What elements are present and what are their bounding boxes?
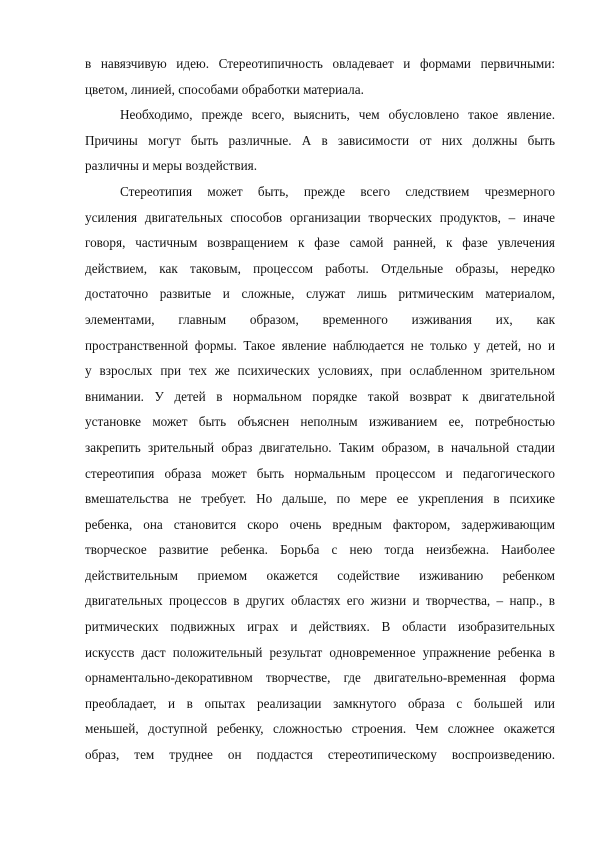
text-line: Стереотипия может быть, прежде всего следствием чрезмерного: [120, 183, 555, 199]
text-line: в навязчивую идею. Стереотипичность овладевает и формами первичными:: [85, 56, 555, 71]
text-line: закрепить зрительный образ двигательно. Таким образом, в начальной стадии: [85, 439, 555, 455]
text-line: внимании. У детей в нормальном порядке такой возврат к двигательной: [85, 388, 555, 404]
text-line: двигательных процессов в других областях его жизни и творчества, – напр., в: [85, 593, 555, 609]
text-line: говоря, частичным возвращением к фазе самой ранней, к фазе увлечения: [85, 235, 555, 251]
text-line: искусств даст положительный результат одновременное упражнение ребенка в: [85, 644, 555, 660]
text-line: элементами, главным образом, временного изживания их, как: [85, 311, 555, 327]
text-line: образ, тем труднее он поддастся стереотипическому воспроизведению.: [85, 747, 555, 763]
text-line: ребенка, она становится скоро очень вредным фактором, задерживающим: [85, 516, 555, 532]
text-line: действием, как таковым, процессом работы. Отдельные образы, нередко: [85, 260, 555, 276]
text-line: пространственной формы. Такое явление наблюдается не только у детей, но и: [85, 337, 555, 353]
text-line: Причины могут быть различные. А в зависимости от них должны быть: [85, 132, 555, 148]
text-line: вмешательства не требует. Но дальше, по мере ее укрепления в психике: [85, 491, 555, 507]
text-line: установке может быть объяснен неполным изживанием ее, потребностью: [85, 414, 555, 430]
text-line: Необходимо, прежде всего, выяснить, чем обусловлено такое явление.: [120, 107, 555, 123]
text-line: творческое развитие ребенка. Борьба с нею тогда неизбежна. Наиболее: [85, 542, 555, 558]
text-line: ритмических подвижных играх и действиях. В области изобразительных: [85, 619, 555, 635]
body-text: [85, 51, 555, 768]
text-line: достаточно развитые и сложные, служат лишь ритмическим материалом,: [85, 286, 555, 302]
text-line: у взрослых при тех же психических условиях, при ослабленном зрительном: [85, 363, 555, 379]
text-line: различны и меры воздействия.: [85, 158, 258, 174]
text-line: усиления двигательных способов организации творческих продуктов, – иначе: [85, 209, 555, 225]
text-line: действительным приемом окажется содействие изживанию ребенком: [85, 567, 555, 583]
text-line: цветом, линией, способами обработки материала.: [85, 81, 364, 97]
text-line: меньшей, доступной ребенку, сложностью строения. Чем сложнее окажется: [85, 721, 555, 737]
text-line: орнаментально-декоративном творчестве, где двигательно-временная форма: [85, 670, 555, 686]
text-line: стереотипия образа может быть нормальным процессом и педагогического: [85, 465, 555, 481]
text-line: преобладает, и в опытах реализации замкнутого образа с большей или: [85, 695, 555, 711]
